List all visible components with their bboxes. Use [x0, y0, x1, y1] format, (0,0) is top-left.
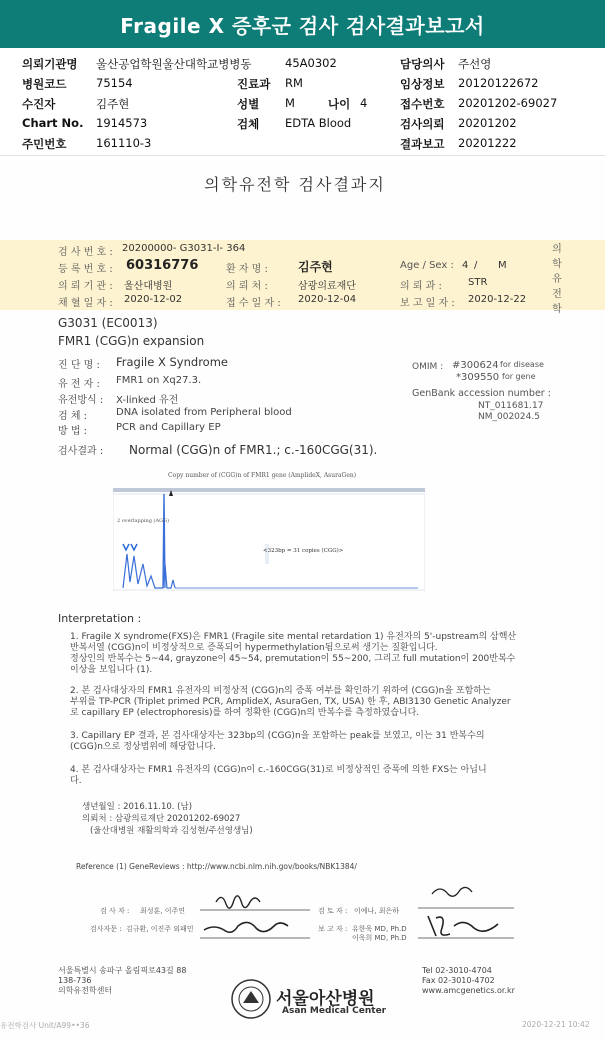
- clinical-info-value: 20120122672: [458, 76, 539, 90]
- requester-line: 의뢰처 : 삼광의료재단 20201202-69027: [82, 814, 241, 824]
- advisor-signature: [200, 914, 310, 942]
- test-code: G3031 (EC0013): [58, 316, 158, 330]
- receipt-no-label: 접수번호: [400, 97, 445, 111]
- doctor-label: 담당의사: [400, 57, 445, 71]
- resident-no-value: 161110-3: [96, 136, 152, 150]
- req-dept-label: 의 뢰 과 :: [400, 281, 442, 292]
- birth-date-line: 생년월일 : 2016.11.10. (남): [82, 802, 193, 812]
- test-advisor-value: 김규환, 이진주 외패민: [126, 925, 194, 933]
- tester-value: 최성훈, 이주연: [140, 907, 186, 915]
- reviewer-label: 검 토 자 :: [318, 907, 348, 915]
- patient-label: 수진자: [22, 97, 56, 111]
- receipt-no-value: 20201202-69027: [458, 96, 558, 110]
- patient-info-band: 검 사 번 호 : 20200000- G3031-I- 364 등 록 번 호 : 60316776 환 자 명 : 김주현 Age / Sex : 4 / M 의 뢰 기 관 : 울산대병원 의 뢰 처 : 삼광의료재단 의 뢰 과 : STR 채 혈 일 자 : 2020-12-02 접 수 일 자 : 2020-12-04 보 고 일 자 : 2020-12-22: [0, 240, 605, 310]
- test-advisor-label: 검사자문 :: [90, 925, 122, 933]
- sex-label: 성별: [237, 97, 260, 111]
- scanned-report: 의학유전학 검사결과지 검 사 번 호 : 20200000- G3031-I- 364 등 록 번 호 : 60316776 환 자 명 : 김주현 Age / Sex : 4 / M 의 뢰 기 관 : 울산대병원 의 뢰 처 : 삼광의료재단 의 뢰 과 : STR 채 혈 일 자 : 2020-12-02 접 수 일 자 : 2020-12-04 보 고 일 자 : 2020-12-22 의 학 유 전 학 G3031 (EC0013) FMR1 (CGG)n expansion 진 단 명 : Fragile X Syndrome 유 전 자 : FMR1 on Xq27.3. 유전방식 : X-linked 유전 검 체 : DNA isolated from Peripheral blood 방 법 : PCR and Capillary EP OMIM : #300624 for disease *309550 for gene GenBank accession number : NT_011681.17 NM_002024.5 검사결과 : Normal (CGG)n of FMR1.; c.-160CGG(31). Copy number of (CGG)n of FMR1 gene (AmplideX, AsuraGen) 2 overlapping (AGG) <323bp = 31 copies (CGG)> Interpretation : 1. Fragile X syndrome(FXS)은 FMR1 (Fragile site mental retardation 1) 유전자의 5'-upstream의 삼핵산 반복서열 (CGG)n이 비정상적으로 증폭되어 hypermethylation됨으로써 생기는 질환입니다. 정상인의 반복수는 5~44, grayzone이 45~54, premutation이 55~200, 그리고 full mutation이 200반복수 이상을 보입니다 (1). 2. 본 검사대상자의 FMR1 유전자의 비정상적 (CGG)n의 증폭 여부를 확인하기 위하여 (CGG)n을 포함하는 부위를 TP-PCR (Triplet primed PCR, AmplideX, AsuraGen, TX, USA) 한 후, ABI3130 Genetic Analyzer 로 capillary EP (electrophoresis)를 하여 정확한 (CGG)n의 반복수를 측정하였습니다. 3. Capillary EP 결과, 본 검사대상자는 323bp의 (CGG)n을 포함하는 peak를 보였고, 이는 31 반복수의 (CGG)n으로 정상범위에 해당합니다. 4. 본 검사대상자는 FMR1 유전자의 (CGG)n이 c.-160CGG(31)로 비정상적인 증폭에 의한 FXS는 아닙니 다. 생년월일 : 2016.11.10. (남) 의뢰처 : 삼광의료재단 20201202-69027 (울산대병원 재활의학과 김성현/주선영생님) Reference (1) GeneReviews : http://www.ncbi.nlm.nih.gov/books/NBK1384/ 검 사 자 : 최성훈, 이주연 검 토 자 : 이예나, 최은하 검사자문 : 김규환, 이진주 외패민 보 고 자 : 유한욱 MD, Ph.D 이욱희 MD, Ph.D 서울특별시 송파구 올림픽로43길 88 138-736 의학유전학센터 서울아산병원 Asan Medical Center Tel 02-3010-4704 Fax 02-3010-4702 www.amcgenetics.or.kr 유전학검사 Unit/A99••36 2020-12-21 10:42: [0, 160, 605, 1040]
- interpretation-title: Interpretation :: [58, 612, 142, 625]
- omim-gene-text: for gene: [502, 372, 536, 381]
- institution-code-value: 45A0302: [285, 56, 337, 70]
- referral-note-line: (울산대병원 재활의학과 김성현/주선영생님): [90, 826, 253, 836]
- interpretation-paragraph-4: 4. 본 검사대상자는 FMR1 유전자의 (CGG)n이 c.-160CGG(31)로 비정상적인 증폭에 의한 FXS는 아닙니 다.: [70, 765, 487, 786]
- hospital-code-label: 병원코드: [22, 77, 67, 91]
- chart-no-value: 1914573: [96, 116, 148, 130]
- age-value: 4: [360, 96, 368, 110]
- test-request-value: 20201202: [458, 116, 517, 130]
- receive-date-value: 2020-12-04: [298, 294, 357, 305]
- genbank-nm: NM_002024.5: [478, 412, 540, 422]
- header-divider: [0, 155, 605, 156]
- chart-frame: [113, 494, 425, 590]
- doctor-value: 주선영: [458, 57, 492, 71]
- hospital-logo-en: Asan Medical Center: [282, 1006, 387, 1016]
- report-header: [0, 52, 605, 152]
- req-inst2-value: 삼광의료재단: [298, 281, 356, 292]
- hospital-logo-kr: 서울아산병원: [276, 989, 375, 1009]
- scan-edge-right: 2020-12-21 10:42: [522, 1020, 590, 1029]
- reference-line: Reference (1) GeneReviews : http://www.ncbi.nlm.nih.gov/books/NBK1384/: [76, 862, 357, 871]
- electropherogram: [113, 472, 425, 592]
- department-label: 진료과: [237, 77, 271, 91]
- specimen-label: 검체: [237, 117, 260, 131]
- tester-label: 검 사 자 :: [100, 907, 130, 915]
- collect-date-label: 채 혈 일 자 :: [58, 298, 113, 309]
- result-value: Normal (CGG)n of FMR1.; c.-160CGG(31).: [129, 443, 378, 457]
- department-value: RM: [285, 76, 303, 90]
- footer-address: 서울특별시 송파구 올림픽로43길 88 138-736 의학유전학센터: [58, 966, 187, 995]
- req-inst-label: 의 뢰 기 관 :: [58, 281, 113, 292]
- chart-topbar: [113, 488, 425, 492]
- electropherogram-plot: [113, 484, 425, 592]
- req-inst2-label: 의 뢰 처 :: [226, 281, 268, 292]
- specimen-value: EDTA Blood: [285, 116, 352, 130]
- genbank-nt: NT_011681.17: [478, 401, 544, 411]
- reporter-value-2: 이욱희 MD, Ph.D: [352, 934, 407, 942]
- test-result: [58, 442, 377, 457]
- reporter-label: 보 고 자 :: [318, 925, 348, 933]
- age-label: 나이: [328, 97, 351, 111]
- document-title: 의학유전학 검사결과지: [204, 175, 386, 194]
- scan-edge-left: 유전학검사 Unit/A99••36: [0, 1021, 90, 1030]
- resident-no-label: 주민번호: [22, 137, 67, 151]
- hospital-code-value: 75154: [96, 76, 133, 90]
- sex-value-scan: M: [498, 260, 507, 271]
- omim-label: OMIM :: [412, 362, 444, 372]
- reporter-signature: [418, 908, 514, 942]
- omim-gene-id: *309550: [456, 372, 500, 383]
- sex-value: M: [285, 96, 295, 110]
- age-value-scan: 4: [462, 260, 469, 271]
- exam-no-value: 20200000- G3031-I- 364: [122, 243, 246, 254]
- genbank-label: GenBank accession number :: [412, 388, 551, 399]
- reg-no-value: 60316776: [126, 258, 199, 273]
- req-dept-value: STR: [468, 277, 488, 288]
- chart-no-label: Chart No.: [22, 116, 84, 130]
- institution-value: 울산공업학원울산대학교병병동: [96, 57, 252, 71]
- reviewer-value: 이예나, 최은하: [354, 907, 400, 915]
- result-label: 검사결과 :: [58, 446, 104, 457]
- omim-disease-id: #300624: [452, 360, 499, 371]
- overlapping-label: 2 overlapping (AGG): [117, 518, 170, 524]
- patient-value: 김주현: [96, 97, 130, 111]
- reporter-value-1: 유한욱 MD, Ph.D: [352, 925, 407, 933]
- receive-date-label: 접 수 일 자 :: [226, 298, 281, 309]
- chart-title: Copy number of (CGG)n of FMR1 gene (AmplideX, AsuraGen): [168, 472, 357, 479]
- result-report-label: 결과보고: [400, 137, 445, 151]
- interpretation-paragraph-1: 1. Fragile X syndrome(FXS)은 FMR1 (Fragile site mental retardation 1) 유전자의 5'-upstream의 삼핵산 반복서열 (CGG)n이 비정상적으로 증폭되어 hypermethylation됨으로써 생기는 질환입니다. 정상인의 반복수는 5~44, grayzone이 45~54, premutation이 55~200, 그리고 full mutation이 200반복수 이상을 보입니다 (1).: [70, 632, 517, 675]
- omim-disease-text: for disease: [500, 360, 544, 369]
- result-report-value: 20201222: [458, 136, 517, 150]
- tester-signature: [200, 888, 310, 914]
- age-sex-label: Age / Sex :: [400, 260, 454, 271]
- asan-foundation-logo-icon: [230, 978, 272, 1020]
- patient-name-value: 김주현: [298, 260, 333, 274]
- interpretation-paragraph-2: 2. 본 검사대상자의 FMR1 유전자의 비정상적 (CGG)n의 증폭 여부를 확인하기 위하여 (CGG)n을 포함하는 부위를 TP-PCR (Triplet primed PCR, AmplideX, AsuraGen, TX, USA) 한 후, ABI3130 Genetic Analyzer 로 capillary EP (electrophoresis)를 하여 정확한 (CGG)n의 반복수를 측정하였습니다.: [70, 686, 511, 718]
- report-title: Fragile X 증후군 검사 검사결과보고서: [0, 0, 605, 48]
- test-name: FMR1 (CGG)n expansion: [58, 334, 205, 348]
- footer-contact: Tel 02-3010-4704 Fax 02-3010-4702 www.amcgenetics.or.kr: [422, 966, 515, 995]
- report-date-label: 보 고 일 자 :: [400, 298, 455, 309]
- side-vertical-label: 의 학 유 전 학: [552, 244, 562, 315]
- test-request-label: 검사의뢰: [400, 117, 445, 131]
- interpretation-paragraph-3: 3. Capillary EP 결과, 본 검사대상자는 323bp의 (CGG)n을 포함하는 peak를 보였고, 이는 31 반복수의 (CGG)n으로 정상범위에 해당합니다.: [70, 731, 485, 752]
- exam-no-label: 검 사 번 호 :: [58, 247, 113, 258]
- clinical-info-label: 임상정보: [400, 77, 445, 91]
- req-inst-value: 울산대병원: [124, 281, 173, 292]
- reg-no-label: 등 록 번 호 :: [58, 264, 113, 275]
- copy-number-annotation: <323bp = 31 copies (CGG)>: [263, 548, 344, 554]
- patient-name-label: 환 자 명 :: [226, 264, 268, 275]
- institution-label: 의뢰기관명: [22, 57, 78, 71]
- report-date-value: 2020-12-22: [468, 294, 527, 305]
- collect-date-value: 2020-12-02: [124, 294, 183, 305]
